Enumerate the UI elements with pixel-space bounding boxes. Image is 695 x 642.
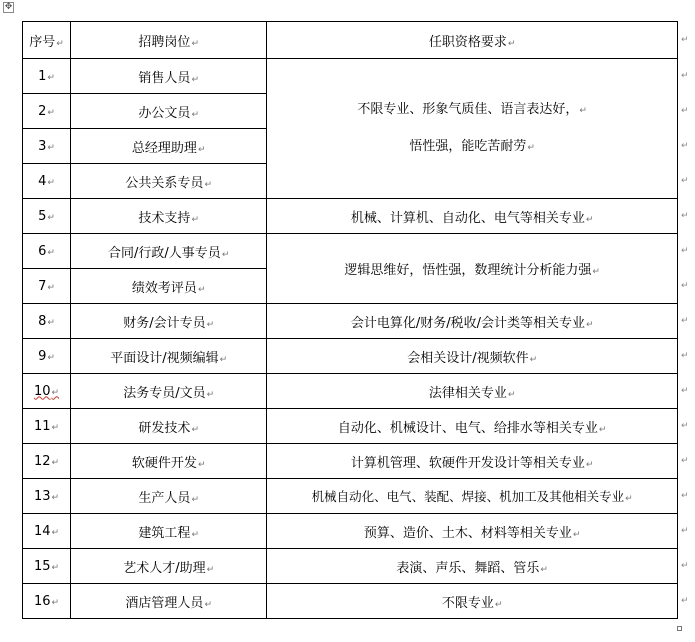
row-end-mark: ↵ [681,491,689,501]
table-row [23,514,678,549]
requirements-cell: 不限专业 ↵ [267,584,678,619]
requirements-cell: 会相关设计/视频软件 ↵ [267,339,678,374]
header-requirements: 任职资格要求 ↵ [267,22,678,59]
row-end-mark: ↵ [681,351,689,361]
table-row [23,339,678,374]
position-cell: 艺术人才/助理 ↵ [71,549,267,584]
row-end-mark: ↵ [681,246,689,256]
row-end-mark: ↵ [681,596,689,606]
table-row [23,199,678,234]
table-move-handle-icon[interactable]: ✥ [4,2,13,12]
table-row [23,374,678,409]
position-cell: 总经理助理 ↵ [71,129,267,164]
table-row [23,549,678,584]
seq-cell: 16 ↵ [23,584,71,619]
table-row [23,444,678,479]
table-row [23,584,678,619]
row-end-mark: ↵ [681,316,689,326]
requirements-cell: 会计电算化/财务/税收/会计类等相关专业 ↵ [267,304,678,339]
seq-cell: 7 ↵ [23,269,71,304]
position-cell: 办公文员 ↵ [71,94,267,129]
position-cell: 研发技术 ↵ [71,409,267,444]
header-position: 招聘岗位 ↵ [71,22,267,59]
table-row [23,59,678,94]
requirements-cell: 机械、计算机、自动化、电气等相关专业 ↵ [267,199,678,234]
row-end-mark: ↵ [681,106,689,116]
seq-cell: 5 ↵ [23,199,71,234]
requirements-cell: 预算、造价、土木、材料等相关专业 ↵ [267,514,678,549]
row-end-mark: ↵ [681,526,689,536]
position-cell: 生产人员 ↵ [71,479,267,514]
row-end-mark: ↵ [681,421,689,431]
requirements-cell: 逻辑思维好，悟性强，数理统计分析能力强 ↵ [267,234,678,304]
requirements-cell: 自动化、机械设计、电气、给排水等相关专业 ↵ [267,409,678,444]
row-end-mark: ↵ [681,35,689,45]
position-cell: 公共关系专员 ↵ [71,164,267,199]
seq-cell: 8 ↵ [23,304,71,339]
row-end-mark: ↵ [681,456,689,466]
requirements-cell: 计算机管理、软硬件开发设计等相关专业 ↵ [267,444,678,479]
row-end-mark: ↵ [681,141,689,151]
table-resize-handle[interactable] [677,626,682,631]
row-end-mark: ↵ [681,71,689,81]
recruitment-table [22,21,678,619]
position-cell: 酒店管理人员 ↵ [71,584,267,619]
seq-cell: 12 ↵ [23,444,71,479]
seq-cell: 15 ↵ [23,549,71,584]
requirements-cell: 法律相关专业 ↵ [267,374,678,409]
header-seq: 序号 ↵ [23,22,71,59]
seq-cell: 11 ↵ [23,409,71,444]
position-cell: 销售人员 ↵ [71,59,267,94]
seq-cell: 1 ↵ [23,59,71,94]
position-cell: 绩效考评员 ↵ [71,269,267,304]
row-end-mark: ↵ [681,561,689,571]
position-cell: 财务/会计专员 ↵ [71,304,267,339]
seq-cell: 6 ↵ [23,234,71,269]
seq-cell: 2 ↵ [23,94,71,129]
position-cell: 技术支持 ↵ [71,199,267,234]
row-end-mark: ↵ [681,386,689,396]
seq-cell: 4 ↵ [23,164,71,199]
requirements-cell: 机械自动化、电气、装配、焊接、机加工及其他相关专业 ↵ [267,479,678,514]
table-header-row [23,22,678,59]
row-end-mark: ↵ [681,281,689,291]
seq-cell: 9 ↵ [23,339,71,374]
seq-cell: 14 ↵ [23,514,71,549]
seq-cell: 3 ↵ [23,129,71,164]
table-row [23,304,678,339]
table-row [23,234,678,269]
requirements-cell: 不限专业、形象气质佳、语言表达好， ↵ 悟性强，能吃苦耐劳 ↵ [267,59,678,199]
table-row [23,409,678,444]
position-cell: 平面设计/视频编辑 ↵ [71,339,267,374]
position-cell: 软硬件开发 ↵ [71,444,267,479]
requirements-cell: 表演、声乐、舞蹈、管乐 ↵ [267,549,678,584]
row-end-mark: ↵ [681,176,689,186]
seq-cell: 13 ↵ [23,479,71,514]
position-cell: 建筑工程 ↵ [71,514,267,549]
seq-cell: 10 ↵ [23,374,71,409]
position-cell: 法务专员/文员 ↵ [71,374,267,409]
row-end-mark: ↵ [681,211,689,221]
table-row [23,479,678,514]
position-cell: 合同/行政/人事专员 ↵ [71,234,267,269]
